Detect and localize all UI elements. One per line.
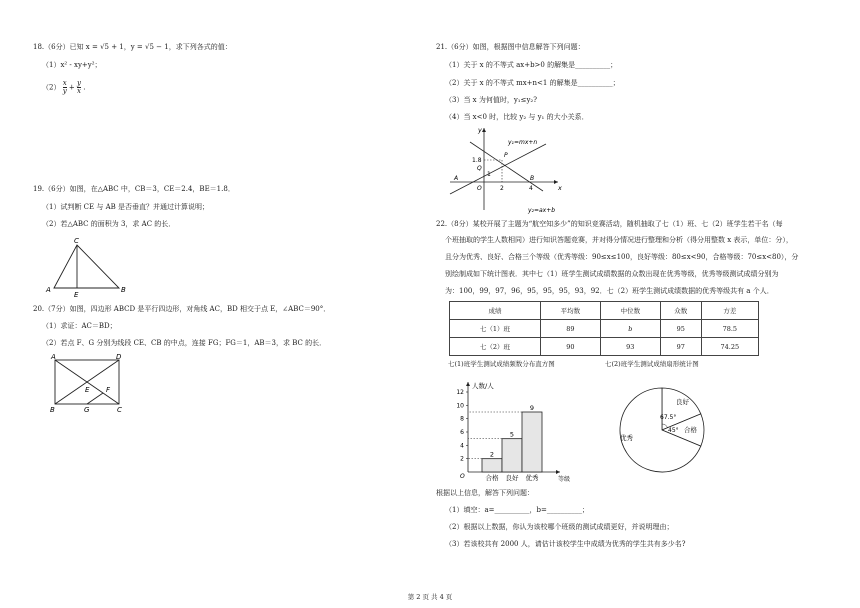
y-axis-title: 人数/人 xyxy=(472,382,494,390)
y-tick-label: 2 xyxy=(460,455,464,463)
label-p: P xyxy=(504,152,508,159)
y-axis-arrow xyxy=(482,128,486,132)
tick-label-4: 4 xyxy=(529,185,533,192)
q22-line-5: 为：100，99，97，96，95，95，95，93，92．七（2）班学生测试成绩数据的优秀等级共有 a 个人． xyxy=(445,287,774,295)
fraction-numerator: y xyxy=(77,79,81,87)
table-cell: 七（2）班 xyxy=(450,338,541,356)
triangle-abc-figure xyxy=(44,234,134,298)
table-cell: 97 xyxy=(660,338,701,356)
fraction-denominator: x xyxy=(77,87,81,95)
q21-part3: （3）当 x 为何值时，y₁≤y₂? xyxy=(445,96,537,104)
triangle-abc xyxy=(54,245,119,288)
x-axis-title: 等级 xyxy=(558,476,571,482)
label-d: D xyxy=(116,353,122,361)
q22-after-text: 根据以上信息，解答下列问题： xyxy=(436,489,534,497)
table-cell: 90 xyxy=(540,338,600,356)
fraction-x-over-y xyxy=(63,80,67,95)
q18-part1: （1）x² - xy+y²； xyxy=(42,61,102,69)
label-b: B xyxy=(121,286,126,294)
slice-label-you-xiu: 优秀 xyxy=(620,434,633,442)
q22-part3: （3）若该校共有 2000 人，请估计该校学生中成绩为优秀的学生共有多少名? xyxy=(445,540,686,548)
q22-line-3: 且分为优秀、良好、合格三个等级（优秀等级：90≤x≤100，良好等级：80≤x<90，合格等级：70≤x<80），分 xyxy=(445,253,799,261)
y-tick-label: 12 xyxy=(456,389,464,396)
table-header-cell: 平均数 xyxy=(540,302,600,320)
period: . xyxy=(83,83,86,92)
table-cell: 七（1）班 xyxy=(450,320,541,338)
tick-label-2: 2 xyxy=(500,185,504,192)
bar-优秀 xyxy=(522,412,542,472)
page-footer: 第 2 页 共 4 页 xyxy=(407,593,453,601)
table-cell: b xyxy=(600,320,660,338)
label-e: E xyxy=(85,386,90,394)
bar-data-label: 2 xyxy=(489,450,495,459)
linear-functions-graph xyxy=(446,124,566,214)
label-a: A xyxy=(454,175,459,182)
table-cell: 93 xyxy=(600,338,660,356)
score-stats-table xyxy=(449,301,759,356)
table-row xyxy=(450,320,759,338)
y-tick-label: 6 xyxy=(460,429,464,436)
tick-label-1: 1 xyxy=(487,171,491,178)
bar-良好 xyxy=(502,439,522,472)
q21-part4: （4）当 x<0 时，比较 y₂ 与 y₁ 的大小关系． xyxy=(445,113,589,121)
bar-data-label: 5 xyxy=(509,430,515,439)
q19-part1: （1）试判断 CE 与 AB 是否垂直？并通过计算说明； xyxy=(42,203,210,211)
slice-label-liang-hao: 良好 xyxy=(676,398,689,406)
grade-pie-chart xyxy=(612,380,712,480)
bar-chart-title: 七(1)班学生测试成绩频数分布直方图 xyxy=(448,360,555,368)
table-cell: 74.25 xyxy=(701,338,758,356)
x-axis-arrow xyxy=(556,470,560,474)
label-a: A xyxy=(51,353,56,361)
q19-part2: （2）若△ABC 的面积为 3，求 AC 的长． xyxy=(42,220,176,228)
table-header-cell: 方差 xyxy=(701,302,758,320)
y-tick-label: 10 xyxy=(456,402,464,410)
fraction-numerator: x xyxy=(62,79,67,87)
y-tick-label: 8 xyxy=(460,415,464,423)
angle-label-liang-hao: 67.5° xyxy=(660,414,677,421)
label-f: F xyxy=(106,386,111,394)
label-origin: O xyxy=(477,185,482,192)
tick-label-1-8: 1.8 xyxy=(472,157,482,164)
q22-line-4: 别绘制成如下统计图表．其中七（1）班学生测试成绩数据的众数出现在优秀等级，优秀等级测试成绩分别为 xyxy=(445,270,779,278)
y-axis-arrow xyxy=(466,382,470,386)
q19-heading: 19.（6分）如图，在△ABC 中，CB＝3，CE＝2.4，BE＝1.8． xyxy=(33,185,235,193)
bar-data-label: 9 xyxy=(529,404,535,412)
table-header-cell: 成绩 xyxy=(450,302,541,320)
segment-fg xyxy=(87,393,103,404)
q21-part2: （2）关于 x 的不等式 mx+n<1 的解集是__________； xyxy=(445,79,620,87)
pie-chart-title: 七(2)班学生测试成绩扇形统计图 xyxy=(605,360,699,368)
q20-part1: （1）求证：AC＝BD； xyxy=(42,322,117,330)
fraction-denominator: y xyxy=(62,87,67,95)
x-axis-label: x xyxy=(558,184,562,192)
label-q: Q xyxy=(477,165,482,172)
rectangle-abcd-figure xyxy=(48,352,130,418)
label-e: E xyxy=(74,291,79,298)
label-b: B xyxy=(50,406,55,414)
category-label: 合格 xyxy=(485,474,499,482)
category-label: 优秀 xyxy=(525,474,539,482)
q18-part2 xyxy=(42,80,85,95)
label-c: C xyxy=(117,406,122,414)
q22-line-1: 22.（8分）某校开展了主题为“航空知多少”的知识竞赛活动，随机抽取了七（1）班、七（2）班学生若干名（每 xyxy=(436,220,783,228)
table-cell: 95 xyxy=(660,320,701,338)
origin-label: O xyxy=(460,473,465,480)
label-c: C xyxy=(74,237,79,245)
y-tick-label: 4 xyxy=(460,442,464,450)
y2-equation-label: y₂=ax+b xyxy=(528,207,556,214)
label-b: B xyxy=(530,175,535,182)
y1-equation-label: y₁=mx+n xyxy=(508,139,538,146)
q20-part2: （2）若点 F、G 分别为线段 CE、CB 的中点，连接 FG；FG＝1，AB＝3，求 BC 的长． xyxy=(42,339,327,347)
bar-合格 xyxy=(482,459,502,472)
q20-heading: 20.（7分）如图，四边形 ABCD 是平行四边形，对角线 AC，BD 相交于点 E，∠ABC＝90°． xyxy=(33,305,331,313)
angle-label-he-ge: 45° xyxy=(668,427,679,434)
q18-part2-prefix: （2） xyxy=(42,83,61,92)
grade-histogram xyxy=(448,374,588,482)
label-a: A xyxy=(46,286,51,294)
table-header-row xyxy=(450,302,759,320)
q22-part1: （1）填空：a=__________，b=__________； xyxy=(445,506,589,514)
plus-sign: + xyxy=(68,83,75,92)
q18-heading: 18.（6分）已知 x = √5 + 1，y = √5 − 1，求下列各式的值： xyxy=(33,43,232,51)
table-row xyxy=(450,338,759,356)
slice-label-he-ge: 合格 xyxy=(684,426,697,434)
fraction-y-over-x xyxy=(77,80,81,95)
table-cell: 78.5 xyxy=(701,320,758,338)
q22-part2: （2）根据以上数据，你认为该校哪个班级的测试成绩更好，并说明理由； xyxy=(445,523,674,531)
table-cell: 89 xyxy=(540,320,600,338)
category-label: 良好 xyxy=(505,474,519,482)
table-header-cell: 众数 xyxy=(660,302,701,320)
table-header-cell: 中位数 xyxy=(600,302,660,320)
q22-line-2: 个班抽取的学生人数相同）进行知识答题竞赛，并对得分情况进行整理和分析（得分用整数 x 表示，单位：分）， xyxy=(445,236,793,244)
q21-heading: 21.（6分）如图，根据图中信息解答下列问题： xyxy=(436,43,585,51)
q21-part1: （1）关于 x 的不等式 ax+b>0 的解集是__________； xyxy=(445,61,618,69)
y-axis-label: y xyxy=(478,126,482,134)
label-g: G xyxy=(84,406,90,414)
